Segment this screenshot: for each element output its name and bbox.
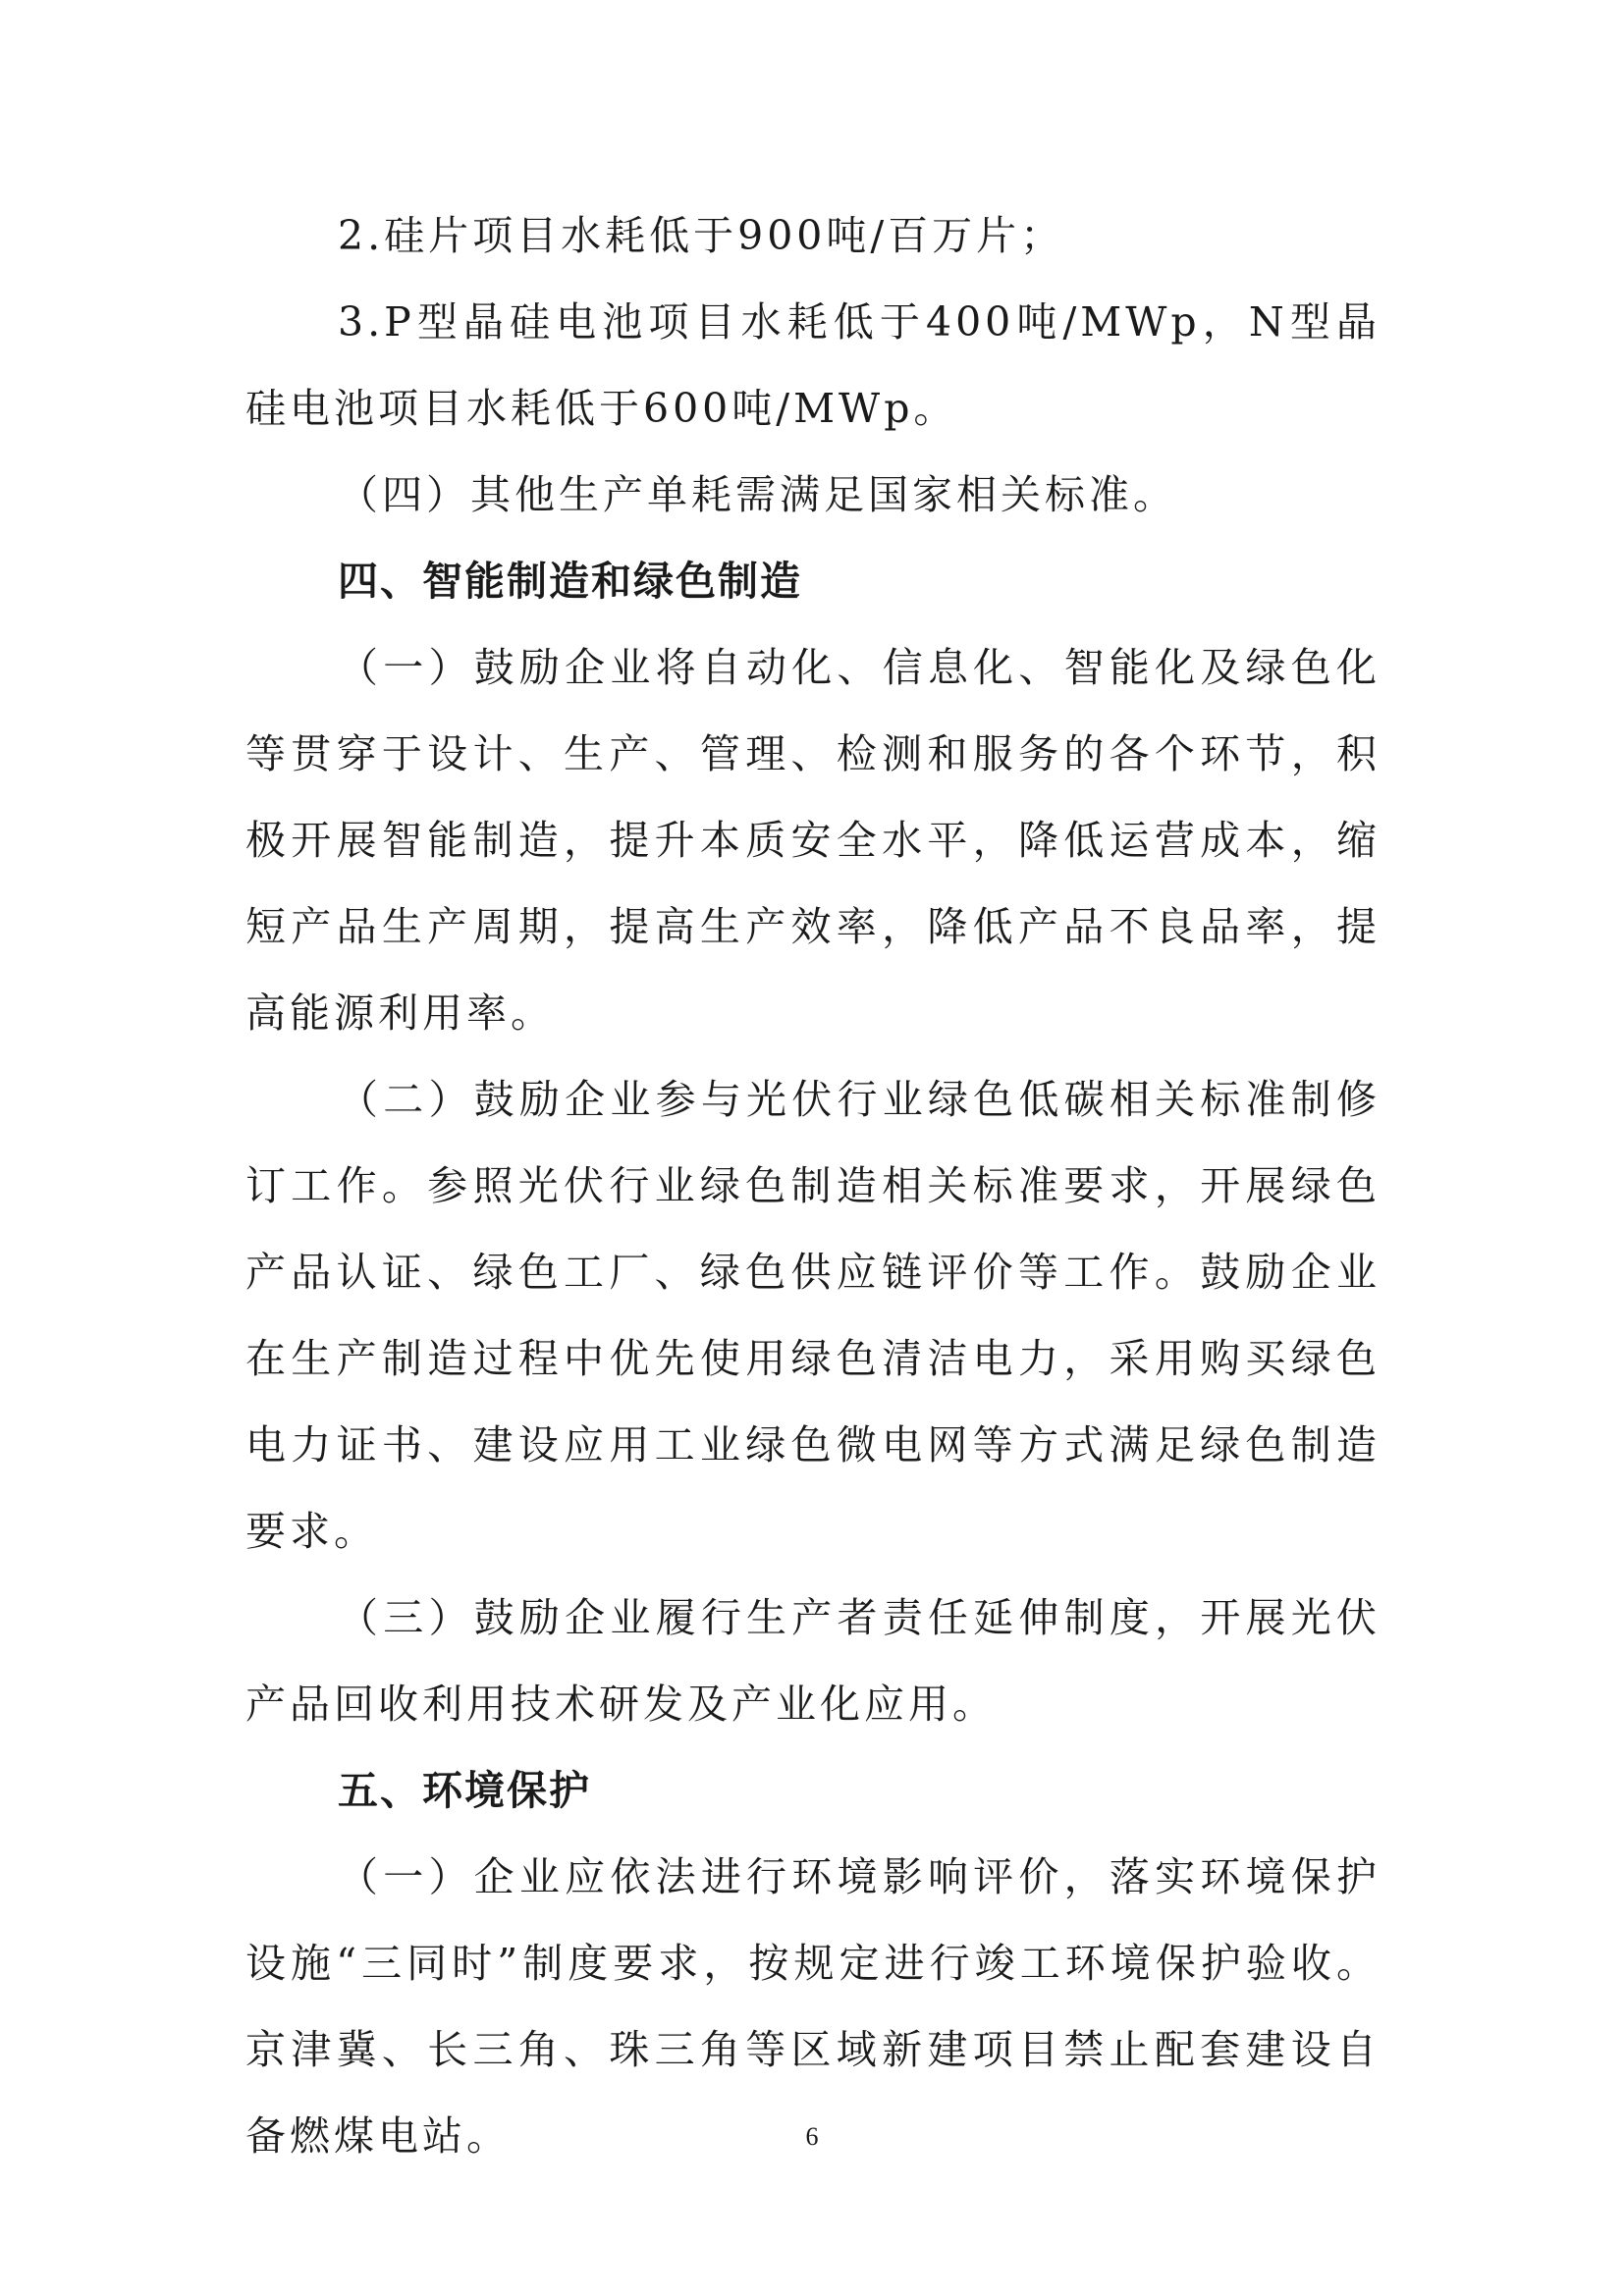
section-heading-smart-green-manufacturing: 四、智能制造和绿色制造 [338,558,802,605]
paragraph-green-standards: （二）鼓励企业参与光伏行业绿色低碳相关标准制修订工作。参照光伏行业绿色制造相关标准要求，开展绿色产品认证、绿色工厂、绿色供应链评价等工作。鼓励企业在生产制造过程中优先使用绿色清洁电力，采用购买绿色电力证书、建设应用工业绿色微电网等方式满足绿色制造要求。 [245,1076,1380,1555]
page-number: 6 [805,2122,819,2151]
paragraph-wafer-water: 2.硅片项目水耗低于900吨/百万片； [338,212,1065,259]
document-body [245,192,1380,2179]
paragraph-cell-water: 3.P型晶硅电池项目水耗低于400吨/MWp，N型晶硅电池项目水耗低于600吨/MWp。 [245,298,1380,432]
paragraph-environmental-assessment: （一）企业应依法进行环境影响评价，落实环境保护设施“三同时”制度要求，按规定进行竣工环境保护验收。京津冀、长三角、珠三角等区域新建项目禁止配套建设自备燃煤电站。 [245,1853,1380,2160]
paragraph-smart-manufacturing: （一）鼓励企业将自动化、信息化、智能化及绿色化等贯穿于设计、生产、管理、检测和服务的各个环节，积极开展智能制造，提升本质安全水平，降低运营成本，缩短产品生产周期，提高生产效率，降低产品不良品率，提高能源利用率。 [245,644,1380,1037]
paragraph-producer-responsibility: （三）鼓励企业履行生产者责任延伸制度，开展光伏产品回收利用技术研发及产业化应用。 [245,1594,1380,1728]
paragraph-other-consumption: （四）其他生产单耗需满足国家相关标准。 [338,471,1177,518]
section-heading-environmental-protection: 五、环境保护 [338,1767,591,1814]
